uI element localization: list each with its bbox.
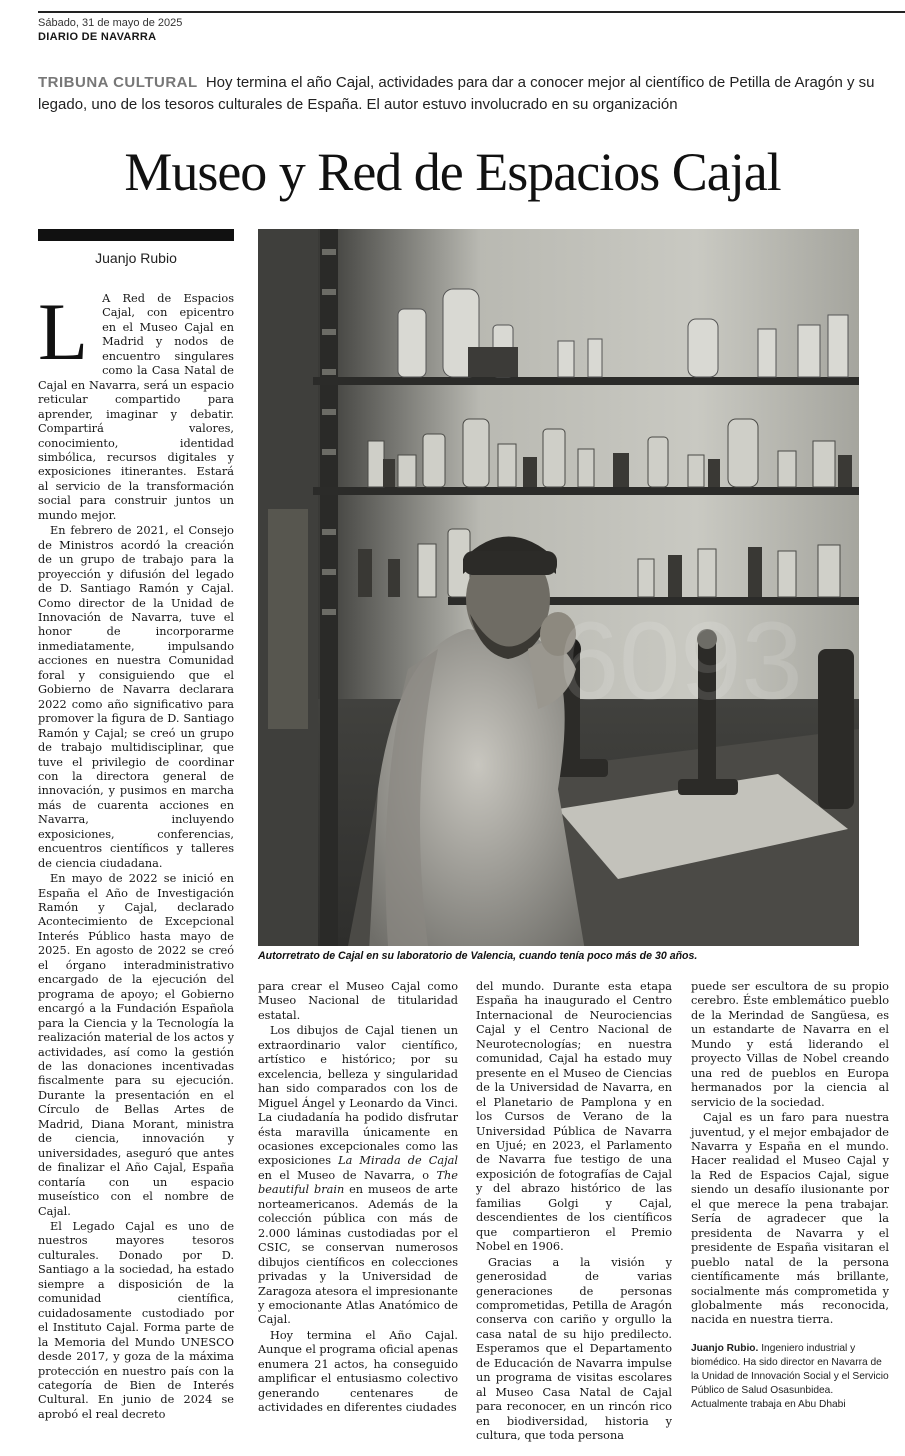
drop-cap: L [38, 286, 89, 377]
paragraph: para crear el Museo Cajal como Museo Nacional de titularidad estatal. [258, 980, 458, 1022]
column-4 [691, 980, 889, 1412]
section-kicker: TRIBUNA CULTURAL [38, 74, 198, 91]
paragraph: puede ser escultora de su propio cerebro. Éste emblemático pueblo de la Merindad de Sangüesa, es un estandarte de Navarra en el Mundo y está liderando el proyecto Villas de Nobel creando una red de pueblos en Europa hermanados por la ciencia al servicio de la sociedad. [691, 980, 889, 1109]
exhibition-title: The beautiful brain [258, 1168, 458, 1197]
exhibition-title: La Mirada de Cajal [338, 1154, 458, 1168]
paragraph: del mundo. Durante esta etapa España ha inaugurado el Centro Internacional de Neurociencias Cajal y el Centro Nacional de Neurotecnologías; en nuestra comunidad, Cajal ha estado muy presente en el Museo de Ciencias de la Universidad de Navarra, en el Planetario de Pamplona y en los Cursos de Verano de la Universidad Pública de Navarra en Ujué; en 2023, el Parlamento de Navarra fue testigo de una exposición de fotografías de Cajal y del abrazo histórico de las familias Golgi y Cajal, descendientes de los científicos que compartieron el Premio Nobel en 1906. [476, 980, 672, 1254]
standfirst-text: Hoy termina el año Cajal, actividades para dar a conocer mejor al científico de Petilla de Aragón y su legado, uno de los tesoros culturales de España. El autor estuvo involucrado en su organización [38, 74, 875, 113]
issue-date: Sábado, 31 de mayo de 2025 [38, 17, 183, 29]
paragraph [38, 286, 234, 523]
photo-caption: Autorretrato de Cajal en su laboratorio de Valencia, cuando tenía poco más de 30 años. [258, 950, 698, 962]
paragraph: Cajal es un faro para nuestra juventud, y el mejor embajador de Navarra y España en el mundo. Hacer realidad el Museo Cajal y la Red de Espacios Cajal, sigue siendo un desafío ilusionante por el que merece la pena trabajar. Sería de agradecer que la presidenta de Navarra y el presidente de España visitaran el pueblo natal de la persona científicamente más brillante, socialmente más comprometida y globalmente más reconocida, nacida en nuestra tierra. [691, 1111, 889, 1327]
paragraph-text: Los dibujos de Cajal tienen un extraordinario valor científico, artístico e histórico; por su excelencia, belleza y singularidad han sido comparados con los de Miguel Ángel y Leonardo da Vinci. La ciudadanía ha podido disfrutar ésta maravilla únicamente en ocasiones excepcionales como las exposiciones [258, 1024, 458, 1168]
column-2 [258, 980, 458, 1416]
article-headline: Museo y Red de Espacios Cajal [124, 142, 781, 202]
author-bar [38, 229, 234, 241]
column-1 [38, 286, 234, 1422]
paragraph: En mayo de 2022 se inició en España el Año de Investigación Ramón y Cajal, declarado Acontecimiento de Excepcional Interés Público hasta mayo de 2025. En agosto de 2022 se creó el órgano interadministrativo encargado de la ejecución del programa de apoyo; el Gobierno encargó a la Fundación Española para la Ciencia y la Tecnología la realización material de los actos y actividades, así como la gestión de las donaciones incentivadas fiscalmente para su ejecución. Durante la presentación en el Círculo de Bellas Artes de Madrid, Diana Morant, ministra de ciencia, innovación y universidades, aseguró que antes de finalizar el Año Cajal, España contaría con un espacio museístico con el nombre de Cajal. [38, 872, 234, 1218]
paragraph: Hoy termina el Año Cajal. Aunque el programa oficial apenas enumera 21 actos, ha conseguido amplificar el entusiasmo colectivo generando centenares de actividades en diferentes ciudades [258, 1328, 458, 1415]
standfirst [38, 72, 878, 116]
paragraph: En febrero de 2021, el Consejo de Ministros acordó la creación de un grupo de trabajo para la proyección y difusión del legado de D. Santiago Ramón y Cajal. Como director de la Unidad de Innovación de Navarra, tuve el honor de incorporarme inmediatamente, impulsando acciones en nuestra Comunidad foral y consiguiendo que el Gobierno de Navarra declarara 2022 como año significativo para promover la figura de D. Santiago Ramón y Cajal; se creó un grupo de trabajo multidisciplinar, que tuve el privilegio de coordinar con la directora general de innovación, y pusimos en marcha más de cuarenta acciones en Navarra, incluyendo exposiciones, conferencias, encuentros científicos y talleres de ciencia ciudadana. [38, 524, 234, 870]
paragraph-text: A Red de Espacios Cajal, con epicentro en el Museo Cajal en Madrid y nodos de encuentro singulares como la Casa Natal de Cajal en Navarra, será un espacio reticular compartido para aprender, imaginar y debatir. Compartirá valores, conocimiento, identidad simbólica, recursos digitales y exposiciones itinerantes. Estará al servicio de la transformación social para construir juntos un mundo mejor. [38, 292, 234, 522]
bio-name: Juanjo Rubio. [691, 1342, 759, 1354]
byline: Juanjo Rubio [95, 250, 177, 266]
author-bio [691, 1342, 889, 1412]
publication-name: DIARIO DE NAVARRA [38, 31, 157, 43]
bio-text: Ingeniero industrial y biomédico. Ha sido director en Navarra de la Unidad de Innovación Social y el Servicio Público de Salud Osasunbidea. Actualmente trabaja en Abu Dhabi [691, 1342, 889, 1410]
header-rule [38, 11, 905, 13]
paragraph: Gracias a la visión y generosidad de varias generaciones de personas comprometidas, Petilla de Aragón conserva con cariño y orgullo la casa natal de su hijo predilecto. Esperamos que el Departamento de Educación de Navarra impulse un programa de visitas escolares al Museo Casa Natal de Cajal para reconocer, en un rincón rico en biodiversidad, historia y cultura, que toda persona [476, 1255, 672, 1443]
svg-text:6093: 6093 [558, 600, 803, 723]
lab-photograph [258, 229, 859, 946]
paragraph [258, 1024, 458, 1328]
paragraph-text: en museos de arte norteamericanos. Además de la colección pública con más de 2.000 láminas custodiadas por el CSIC, se conservan numerosos dibujos científicos en colecciones privadas y la Universidad de Zaragoza atesora el impresionante y emocionante Atlas Anatómico de Cajal. [258, 1183, 458, 1327]
column-3 [476, 980, 672, 1444]
paragraph: El Legado Cajal es uno de nuestros mayores tesoros culturales. Donado por D. Santiago a la sociedad, ha estado siempre a disposición de la comunidad científica, cuidadosamente custodiado por el Instituto Cajal. Forma parte de la Memoria del Mundo UNESCO desde 2017, y goza de la máxima protección en nuestro país con la categoría de Bien de Interés Cultural. En junio de 2024 se aprobó el real decreto [38, 1220, 234, 1421]
paragraph-text: en el Museo de Navarra, o [258, 1168, 430, 1182]
